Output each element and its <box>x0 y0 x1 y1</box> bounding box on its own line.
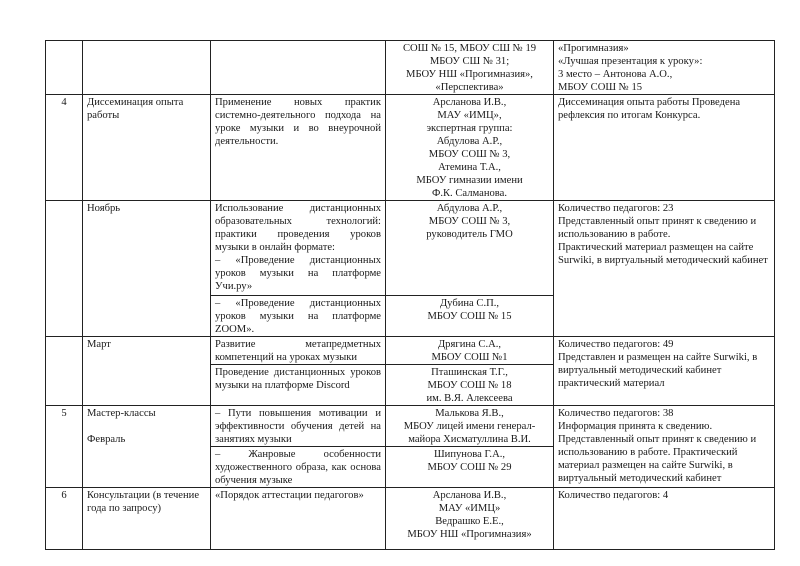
table-row <box>46 406 775 447</box>
row-number-cell: 5 <box>46 406 83 488</box>
topic-cell <box>211 41 386 95</box>
row-number-cell <box>46 337 83 406</box>
event-name-cell: Консультации (в течение года по запросу) <box>83 488 211 550</box>
responsible-cell: СОШ № 15, МБОУ СШ № 19 МБОУ СШ № 31; МБОУ НШ «Прогимназия», «Перспектива» <box>386 41 554 95</box>
event-name-cell: Мастер-классы Февраль <box>83 406 211 488</box>
events-table <box>45 40 775 550</box>
topic-cell: – Жанровые особенности художественного образа, как основа обучения музыке <box>211 447 386 488</box>
responsible-cell: Арсланова И.В., МАУ «ИМЦ», экспертная группа: Абдулова А.Р., МБОУ СОШ № 3, Атемина Т.А., МБОУ гимназии имени Ф.К. Салманова. <box>386 95 554 201</box>
result-cell: Количество педагогов: 49 Представлен и размещен на сайте Surwiki, в виртуальный методический кабинет практический материал <box>554 337 775 406</box>
topic-cell: Проведение дистанционных уроков музыки на платформе Discord <box>211 365 386 406</box>
table-row <box>46 488 775 550</box>
responsible-cell: Абдулова А.Р., МБОУ СОШ № 3, руководитель ГМО <box>386 201 554 296</box>
row-number-cell: 6 <box>46 488 83 550</box>
event-name-cell: Март <box>83 337 211 406</box>
result-cell: Диссеминация опыта работы Проведена рефлексия по итогам Конкурса. <box>554 95 775 201</box>
event-name-cell <box>83 41 211 95</box>
result-cell: Количество педагогов: 23 Представленный опыт принят к сведению и использованию в работе. Практический материал размещен на сайте Surwiki, в виртуальный методический кабинет <box>554 201 775 337</box>
event-name-cell: Ноябрь <box>83 201 211 337</box>
event-name-cell: Диссеминация опыта работы <box>83 95 211 201</box>
result-cell: «Прогимназия» «Лучшая презентация к уроку»: 3 место – Антонова А.О., МБОУ СОШ № 15 <box>554 41 775 95</box>
result-cell: Количество педагогов: 38 Информация принята к сведению. Представленный опыт принят к сведению и использованию в работе. Практический материал размещен на сайте Surwiki, в виртуальный методический кабинет <box>554 406 775 488</box>
topic-cell: Применение новых практик системно-деятельного подхода на уроке музыки и во внеурочной деятельности. <box>211 95 386 201</box>
responsible-cell: Пташинская Т.Г., МБОУ СОШ № 18 им. В.Я. Алексеева <box>386 365 554 406</box>
responsible-cell: Дрягина С.А., МБОУ СОШ №1 <box>386 337 554 365</box>
result-cell: Количество педагогов: 4 <box>554 488 775 550</box>
responsible-cell: Дубина С.П., МБОУ СОШ № 15 <box>386 296 554 337</box>
table-row <box>46 201 775 296</box>
table-row <box>46 337 775 365</box>
topic-cell: Использование дистанционных образовательных технологий: практики проведения уроков музыки в онлайн формате: – «Проведение дистанционных уроков музыки на платформе Учи.ру» <box>211 201 386 296</box>
topic-cell: – «Проведение дистанционных уроков музыки на платформе ZOOM». <box>211 296 386 337</box>
row-number-cell: 4 <box>46 95 83 201</box>
row-number-cell <box>46 201 83 337</box>
responsible-cell: Малькова Я.В., МБОУ лицей имени генерал- майора Хисматуллина В.И. <box>386 406 554 447</box>
topic-cell: «Порядок аттестации педагогов» <box>211 488 386 550</box>
responsible-cell: Арсланова И.В., МАУ «ИМЦ» Ведрашко Е.Е., МБОУ НШ «Прогимназия» <box>386 488 554 550</box>
topic-cell: Развитие метапредметных компетенций на уроках музыки <box>211 337 386 365</box>
table-row <box>46 95 775 201</box>
table-row <box>46 41 775 95</box>
topic-cell: – Пути повышения мотивации и эффективности обучения детей на занятиях музыки <box>211 406 386 447</box>
row-number-cell <box>46 41 83 95</box>
responsible-cell: Шипунова Г.А., МБОУ СОШ № 29 <box>386 447 554 488</box>
